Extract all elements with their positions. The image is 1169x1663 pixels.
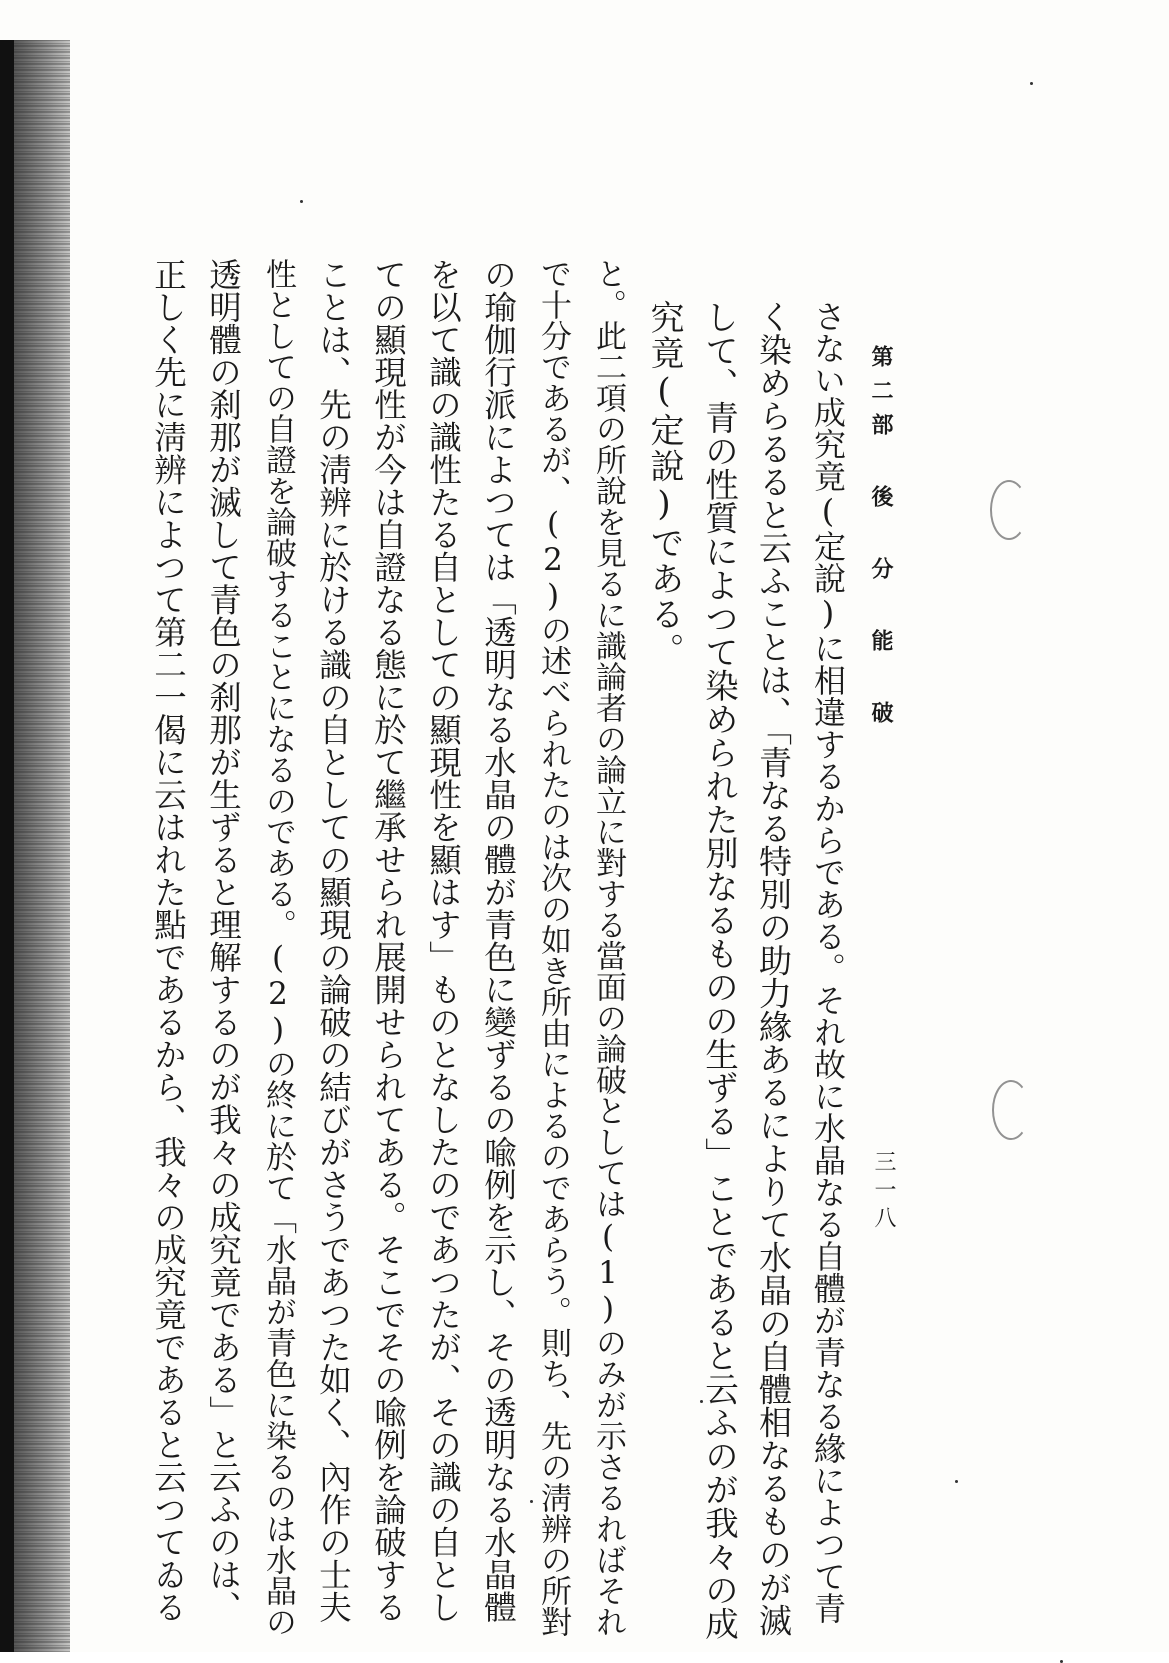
text-line: を以て識の識性たる自としての顯現性を顯はす」ものとなしたのであつたが、その識の自とし <box>424 258 463 1623</box>
scan-speck <box>300 200 303 203</box>
running-head: 第二部 後 分 能 破 <box>868 345 894 735</box>
text-line: の瑜伽行派によつては「透明なる水晶の體が青色に變ずるの喩例を示し、その透明なる水晶體 <box>479 258 518 1623</box>
scan-speck <box>530 1500 533 1503</box>
text-line: 性としての自證を論破することになるのである。(2)の終に於て「水晶が青色に染るのは水晶の <box>260 258 296 1637</box>
scan-speck <box>1030 82 1033 85</box>
text-line: ことは、先の淸辨に於ける識の自としての顯現の論破の結びがさうであつた如く、內作の士夫 <box>314 258 353 1623</box>
text-line: 透明體の刹那が滅して青色の刹那が生ずると理解するのが我々の成究竟である」と云ふのは、 <box>204 258 243 1623</box>
scan-mark <box>990 480 1028 540</box>
text-line: で十分であるが、(2)の述べられたのは次の如き所由によるのであらう。則ち、先の淸辨の所對 <box>535 258 571 1637</box>
scan-mark <box>992 1080 1030 1140</box>
text-line: さない成究竟(定說)に相違するからである。それ故に水晶なる自體が青なる緣によつて青 <box>809 300 847 1624</box>
text-line: く染めらるると云ふことは、「青なる特別の助力緣あるによりて水晶の自體相なるものが滅 <box>754 300 793 1637</box>
scan-speck <box>955 1480 958 1483</box>
text-line: 正しく先に淸辨によつて第二一偈に云はれた點であるから、我々の成究竟であると云つてゐる <box>149 258 188 1623</box>
text-line: して、青の性質によつて染められた別なるものの生ずる」ことであると云ふのが我々の成 <box>699 300 739 1640</box>
text-line: と。此二項の所說を見るに識論者の論立に對する當面の論破としては(1)のみが示さるればそれ <box>590 258 626 1637</box>
page-number: 三一八 <box>871 1150 896 1234</box>
text-line: 究竟(定說)である。 <box>644 300 684 668</box>
text-line: ての顯現性が今は自證なる態に於て繼承せられ展開せられてある。そこでその喩例を論破する <box>369 258 408 1623</box>
binding-edge <box>0 40 14 1652</box>
